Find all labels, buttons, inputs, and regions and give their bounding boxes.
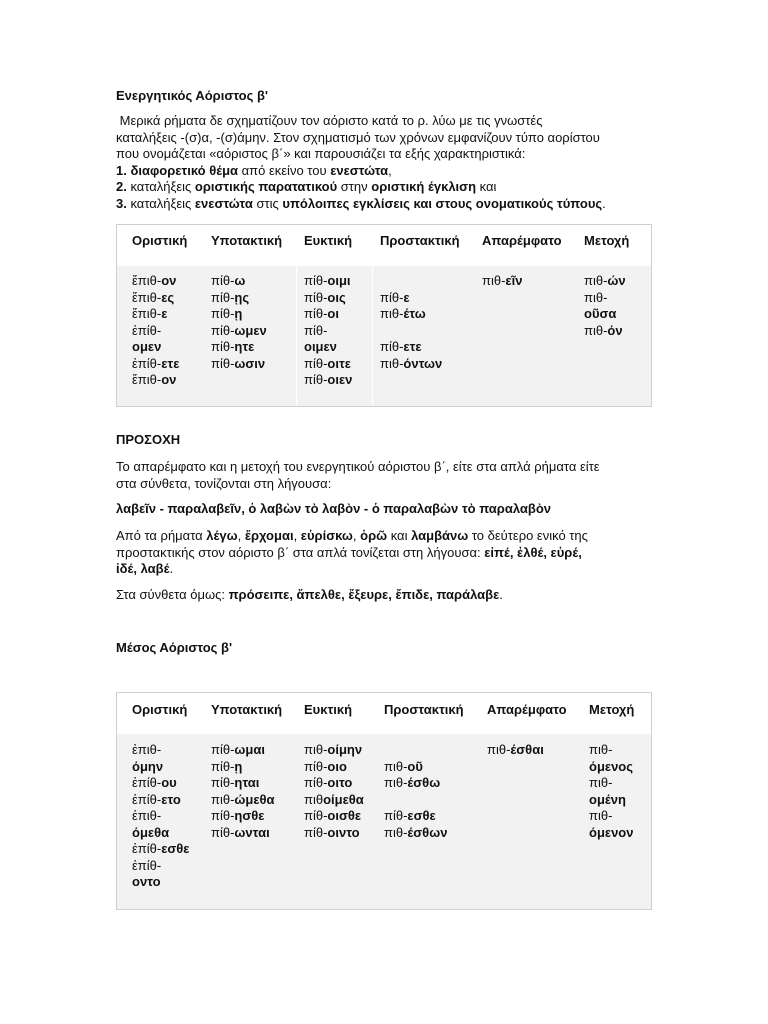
t1-form: πίθ-ε: [380, 289, 410, 305]
header-oristiki: Οριστική: [132, 233, 188, 248]
point-1-text-1: από εκείνο του: [238, 162, 331, 178]
t2-col-ypotaktiki: [211, 742, 275, 841]
t2-form: πίθ-ῃ: [211, 758, 243, 774]
t1-form: πιθ-όν: [584, 322, 623, 338]
t1-col-metochi: [584, 273, 626, 339]
prosoxi-line-1: Το απαρέμφατο και η μετοχή του ενεργητικού αόριστου β΄, είτε στα απλά ρήματα είτε: [116, 459, 600, 474]
header-oristiki: Οριστική: [132, 702, 188, 717]
t1-form: πίθ-οιτε: [304, 355, 351, 371]
t1-form: πίθ-ωσιν: [211, 355, 266, 371]
point-3-bold-1: ενεστώτα: [194, 195, 253, 211]
t1-form: ἔπιθ-ε: [132, 306, 168, 321]
t1-blank: [380, 323, 442, 340]
t2-form: όμενον: [589, 824, 634, 840]
t2-form: πιθ-ώμεθα: [211, 791, 275, 807]
header-prostaktiki: Προστακτική: [380, 233, 460, 248]
header-efktiki: Ευκτική: [304, 702, 353, 717]
point-3-text-3: .: [602, 195, 606, 211]
t2-form: πίθ-ησθε: [211, 808, 265, 823]
t1-form: οῦσα: [584, 306, 617, 321]
point-1-bold-1: διαφορετικό θέμα: [130, 162, 239, 178]
t2-form: οντο: [132, 874, 161, 889]
point-2-text-1: καταλήξεις: [126, 179, 195, 194]
t2-form: ἐπίθ-ου: [132, 775, 177, 790]
t2-form: πιθοίμεθα: [304, 791, 364, 807]
heading-middle-aorist: [116, 640, 656, 657]
active-aorist-table-header: [117, 225, 651, 266]
t1-form: ἔπιθ-ον: [132, 273, 177, 288]
t1-form: πίθ-ῃς: [211, 289, 250, 305]
t1-form: ἐπίθ-: [132, 322, 162, 338]
t1-form: πίθ-οι: [304, 306, 339, 321]
t2-form: πιθ-έσθαι: [487, 742, 544, 757]
header-metochi: Μετοχή: [589, 702, 635, 717]
t1-col-aparemfato: [482, 273, 522, 290]
t2-form: πίθ-εσθε: [384, 808, 436, 823]
t1-form: πίθ-οιμι: [304, 273, 351, 288]
t1-form: πίθ-ω: [211, 273, 246, 288]
point-3-text-2: στις: [252, 195, 283, 211]
point-1-number: 1.: [116, 162, 127, 178]
t2-form: πιθ-οῦ: [384, 758, 423, 774]
t2-form: πίθ-ωμαι: [211, 742, 265, 757]
point-2-text-2: στην: [337, 179, 372, 194]
t1-form: πίθ-οις: [304, 289, 346, 305]
header-efktiki: Ευκτική: [304, 233, 353, 248]
column-divider: [372, 266, 373, 406]
intro-line-2: καταλήξεις -(σ)α, -(σ)άμην. Στον σχηματισμό των χρόνων εμφανίζουν τύπο αορίστου: [116, 129, 600, 145]
t2-col-prostaktiki: [384, 759, 447, 842]
t1-form: πίθ-: [304, 322, 328, 338]
prosoxi-p2-line-2: προστακτικής στον αόριστο β΄ στα απλά τονίζεται στη λήγουσα: εἰπέ, ἐλθέ, εὑρέ,: [116, 544, 582, 560]
header-aparemfato: Απαρέμφατο: [487, 702, 567, 717]
t2-form: ἐπίθ-: [132, 857, 162, 873]
point-2: [116, 179, 656, 196]
header-aparemfato: Απαρέμφατο: [482, 233, 562, 248]
prosoxi-p2-line-1: Από τα ρήματα λέγω, ἔρχομαι, εὑρίσκω, ὁρῶ και λαμβάνω το δεύτερο ενικό της: [116, 528, 588, 543]
t1-form: ἔπιθ-ες: [132, 289, 175, 305]
t2-form: πιθ-έσθω: [384, 775, 441, 790]
point-3-bold-2: υπόλοιπες εγκλίσεις και στους ονοματικούς τύπους: [282, 195, 603, 211]
point-1: [116, 163, 656, 180]
point-2-bold-1: οριστικής παρατατικού: [194, 179, 338, 194]
t1-form: οιμεν: [304, 339, 337, 354]
intro-line-3: που ονομάζεται «αόριστος β΄» και παρουσιάζει τα εξής χαρακτηριστικά:: [116, 146, 526, 161]
prosoxi-p3-line: Στα σύνθετα όμως: πρόσειπε, ἄπελθε, ἔξευρε, ἔπιδε, παράλαβε.: [116, 587, 503, 602]
middle-aorist-table-header: [117, 693, 651, 734]
t2-col-metochi: [589, 742, 633, 841]
t1-form: πίθ-οιεν: [304, 372, 353, 387]
prosoxi-title-text: ΠΡΟΣΟΧΗ: [116, 432, 181, 447]
column-divider: [296, 266, 297, 406]
t2-form: πίθ-οιντο: [304, 824, 360, 840]
t1-col-prostaktiki: [380, 290, 442, 373]
t2-form: ἐπίθ-εσθε: [132, 841, 190, 856]
point-1-bold-2: ενεστώτα: [330, 162, 389, 178]
t2-form: όμεθα: [132, 824, 170, 840]
t1-form: πιθ-εῖν: [482, 273, 523, 288]
t2-form: πίθ-ηται: [211, 775, 260, 790]
intro-line-1: Μερικά ρήματα δε σχηματίζουν τον αόριστο κατά το ρ. λύω με τις γνωστές: [116, 113, 543, 128]
header-prostaktiki: Προστακτική: [384, 702, 464, 717]
middle-aorist-table-body: [117, 734, 651, 909]
middle-aorist-table: [116, 692, 652, 910]
prosoxi-p2-line-3: ἰδέ, λαβέ.: [116, 561, 174, 576]
t2-form: πιθ-: [589, 742, 613, 757]
t1-form: πιθ-: [584, 289, 608, 305]
t1-form: πιθ-όντων: [380, 355, 443, 371]
t2-form: όμην: [132, 758, 164, 774]
t1-form: πιθ-έτω: [380, 306, 426, 321]
prosoxi-examples: [116, 501, 656, 518]
heading-active-aorist: [116, 88, 656, 105]
t2-form: πιθ-οίμην: [304, 742, 363, 757]
t2-form: ἐπίθ-ετο: [132, 791, 181, 807]
t2-form: πίθ-οισθε: [304, 808, 362, 823]
t2-col-aparemfato: [487, 742, 544, 759]
t1-form: ἔπιθ-ον: [132, 372, 177, 387]
prosoxi-paragraph-1: [116, 459, 656, 492]
t1-form: ἐπίθ-ετε: [132, 355, 180, 371]
t1-form: πίθ-ῃ: [211, 306, 243, 321]
t1-col-ypotaktiki: [211, 273, 267, 372]
t2-form: ἐπιθ-: [132, 742, 162, 757]
t2-form: πιθ-έσθων: [384, 824, 448, 840]
intro-paragraph: [116, 113, 656, 212]
header-ypotaktiki: Υποτακτική: [211, 233, 283, 248]
point-3-text-1: καταλήξεις: [126, 195, 195, 211]
point-1-text-2: ,: [388, 162, 392, 178]
point-2-bold-2: οριστική έγκλιση: [371, 179, 477, 194]
point-3: [116, 196, 656, 213]
active-aorist-table: [116, 224, 652, 407]
point-2-text-3: και: [476, 179, 497, 194]
t1-form: ομεν: [132, 339, 162, 354]
t2-form: πίθ-οιο: [304, 758, 347, 774]
heading-middle-aorist-text: Μέσος Αόριστος β': [116, 640, 233, 655]
t1-form: πίθ-ετε: [380, 339, 422, 354]
t2-form: πίθ-ωνται: [211, 824, 270, 840]
t1-col-efktiki: [304, 273, 352, 389]
point-2-number: 2.: [116, 179, 127, 194]
active-aorist-table-body: [117, 266, 651, 406]
t1-form: πιθ-ών: [584, 273, 626, 288]
t2-form: πιθ-: [589, 775, 613, 790]
prosoxi-paragraph-2: [116, 528, 656, 578]
t1-form: πίθ-ωμεν: [211, 322, 267, 338]
t2-blank: [384, 792, 447, 809]
point-3-number: 3.: [116, 195, 127, 211]
t2-form: ἐπιθ-: [132, 808, 162, 823]
prosoxi-paragraph-3: [116, 587, 656, 604]
t2-form: πιθ-: [589, 808, 613, 823]
t1-form: πίθ-ητε: [211, 339, 255, 354]
header-metochi: Μετοχή: [584, 233, 630, 248]
prosoxi-examples-text: λαβεῖν - παραλαβεῖν, ὁ λαβὼν τὸ λαβὸν - ὁ παραλαβὼν τὸ παραλαβὸν: [116, 501, 551, 516]
t2-form: όμενος: [589, 758, 633, 774]
prosoxi-line-2: στα σύνθετα, τονίζονται στη λήγουσα:: [116, 475, 332, 491]
t1-col-oristiki: [132, 273, 179, 389]
t2-form: πίθ-οιτο: [304, 775, 353, 790]
prosoxi-title: [116, 432, 656, 449]
t2-col-efktiki: [304, 742, 364, 841]
header-ypotaktiki: Υποτακτική: [211, 702, 283, 717]
heading-active-aorist-text: Ενεργητικός Αόριστος β': [116, 88, 269, 103]
t2-col-oristiki: [132, 742, 189, 891]
t2-form: ομένη: [589, 791, 626, 807]
